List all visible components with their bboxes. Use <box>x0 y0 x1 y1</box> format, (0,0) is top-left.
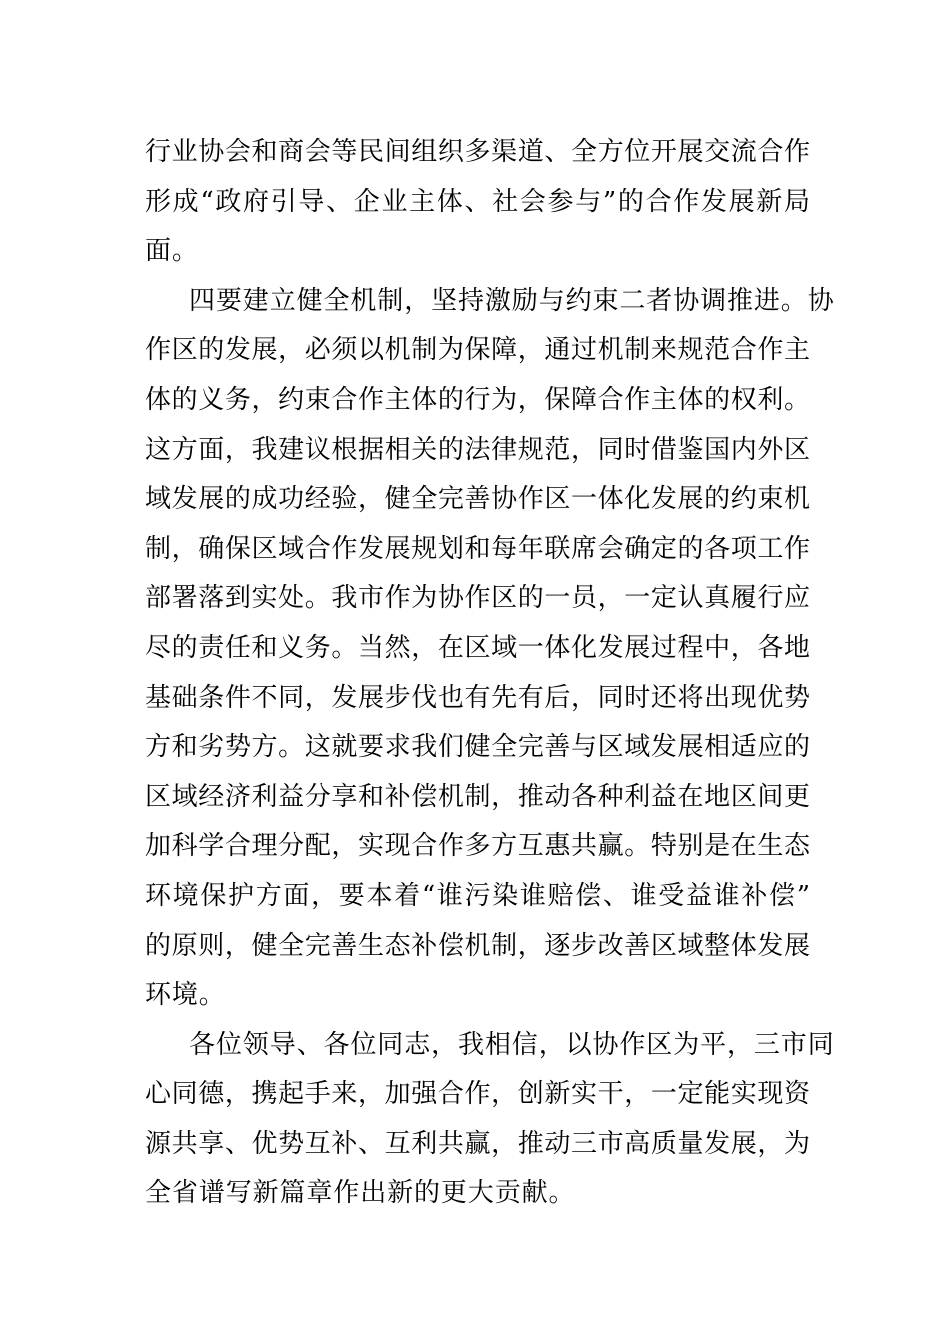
text-line: 面。 <box>145 236 199 267</box>
text-line: 心同德，携起手来，加强合作，创新实干，一定能实现资 <box>145 1079 810 1110</box>
text-line: 方和劣势方。这就要求我们健全完善与区域发展相适应的 <box>145 732 810 763</box>
paragraph-first-line: 四要建立健全机制，坚持激励与约束二者协调推进。协 <box>189 285 835 316</box>
text-line: 尽的责任和义务。当然，在区域一体化发展过程中，各地 <box>145 632 810 663</box>
text-line: 区域经济利益分享和补偿机制，推动各种利益在地区间更 <box>145 781 810 812</box>
document-body <box>145 128 835 1219</box>
text-line: 域发展的成功经验，健全完善协作区一体化发展的约束机 <box>145 484 810 515</box>
text-line: 作区的发展，必须以机制为保障，通过机制来规范合作主 <box>145 335 810 366</box>
paragraph-first-line: 各位领导、各位同志，我相信，以协作区为平，三市同 <box>189 1029 835 1060</box>
text-line: 源共享、优势互补、互利共赢，推动三市高质量发展，为 <box>145 1128 810 1159</box>
text-line: 全省谱写新篇章作出新的更大贡献。 <box>145 1178 576 1209</box>
text-line: 制，确保区域合作发展规划和每年联席会确定的各项工作 <box>145 533 810 564</box>
text-line: 形成“政府引导、企业主体、社会参与”的合作发展新局 <box>145 186 810 217</box>
text-line: 部署落到实处。我市作为协作区的一员，一定认真履行应 <box>145 583 810 614</box>
text-line: 这方面，我建议根据相关的法律规范，同时借鉴国内外区 <box>145 434 810 465</box>
text-line: 基础条件不同，发展步伐也有先有后，同时还将出现优势 <box>145 682 810 713</box>
text-line: 行业协会和商会等民间组织多渠道、全方位开展交流合作 <box>145 137 810 167</box>
text-line: 加科学合理分配，实现合作多方互惠共赢。特别是在生态 <box>145 831 810 862</box>
text-line: 体的义务，约束合作主体的行为，保障合作主体的权利。 <box>145 384 810 415</box>
text-line: 环境保护方面，要本着“谁污染谁赔偿、谁受益谁补偿” <box>145 880 810 911</box>
text-line: 环境。 <box>145 980 226 1011</box>
text-line: 的原则，健全完善生态补偿机制，逐步改善区域整体发展 <box>145 930 810 961</box>
